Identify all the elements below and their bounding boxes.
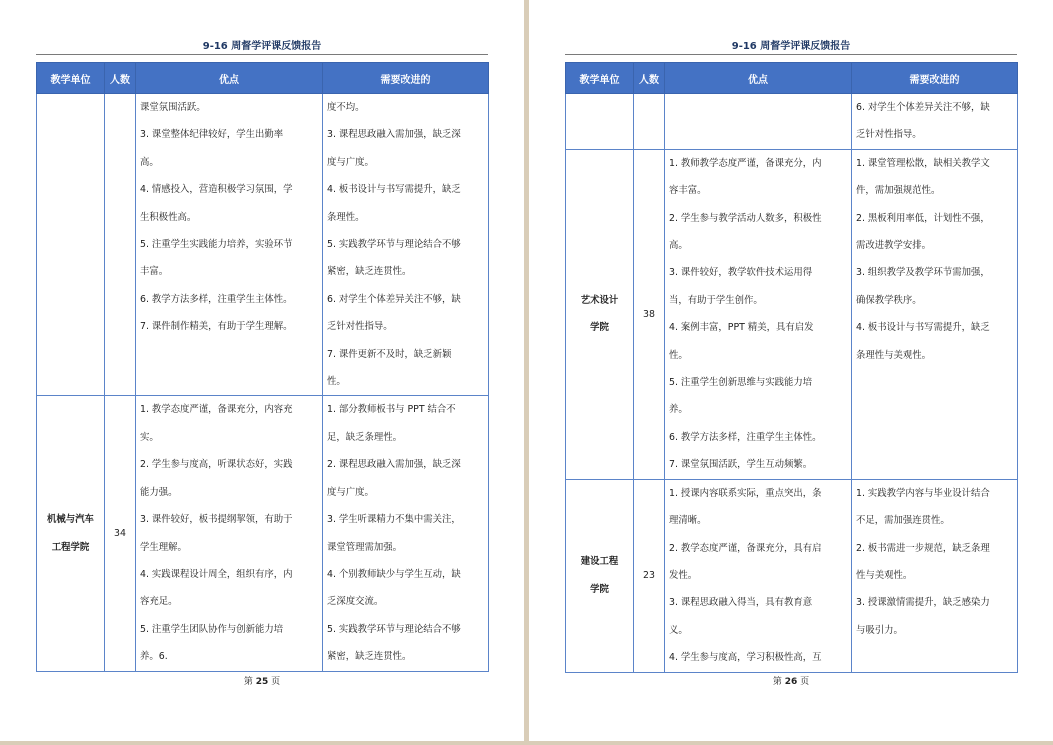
column-header-unit: 教学单位 xyxy=(566,63,634,94)
table-row xyxy=(37,396,489,671)
strength-line: 义。 xyxy=(669,624,688,636)
table-header-row xyxy=(566,63,1018,94)
strength-line: 能力强。 xyxy=(140,486,178,498)
strength-line: 4. 实践课程设计周全，组织有序，内 xyxy=(140,568,293,580)
strength-line: 高。 xyxy=(669,240,688,252)
improvement-line: 5. 实践教学环节与理论结合不够 xyxy=(327,239,461,251)
strength-line: 理清晰。 xyxy=(669,515,707,527)
strength-line: 实。 xyxy=(140,431,159,443)
table-header-row xyxy=(37,63,489,94)
improvement-line: 性。 xyxy=(327,376,346,388)
page-number xyxy=(36,674,488,687)
strengths-cell xyxy=(136,396,323,671)
improvement-line: 4. 板书设计与书写需提升，缺乏 xyxy=(327,184,461,196)
strength-line: 学生理解。 xyxy=(140,541,187,553)
strength-line: 4. 情感投入，营造积极学习氛围，学 xyxy=(140,184,293,196)
improvement-line: 1. 课堂管理松散，缺相关教学文 xyxy=(856,157,990,169)
strength-line: 容丰富。 xyxy=(669,185,707,197)
page-number-prefix: 第 xyxy=(772,677,782,687)
unit-name-line: 机械与汽车 xyxy=(47,514,94,526)
strength-line: 1. 教学态度严谨，备课充分，内容充 xyxy=(140,404,293,416)
strength-line: 3. 课件较好，教学软件技术运用得 xyxy=(669,267,813,279)
unit-name-line: 学院 xyxy=(590,322,609,334)
improvement-line: 紧密，缺乏连贯性。 xyxy=(327,651,412,663)
strength-line: 生积极性高。 xyxy=(140,211,197,223)
unit-name-line: 工程学院 xyxy=(51,541,90,553)
unit-name-line: 建设工程 xyxy=(580,556,619,568)
table-row xyxy=(37,94,489,396)
improvement-line: 3. 学生听课精力不集中需关注， xyxy=(327,514,461,526)
strengths-cell xyxy=(665,94,852,150)
count-cell xyxy=(105,94,136,396)
page-number xyxy=(565,674,1017,687)
strength-line: 养。6. xyxy=(140,651,168,663)
strength-line: 高。 xyxy=(140,156,159,168)
improvement-line: 度与广度。 xyxy=(327,156,374,168)
improvements-cell xyxy=(852,149,1018,479)
column-header-unit: 教学单位 xyxy=(37,63,105,94)
unit-name-line: 艺术设计 xyxy=(580,294,619,306)
strength-line: 4. 案例丰富，PPT 精美，具有启发 xyxy=(669,322,814,334)
improvement-line: 6. 对学生个体差异关注不够，缺 xyxy=(327,293,461,305)
improvement-line: 6. 对学生个体差异关注不够，缺 xyxy=(856,102,990,113)
strength-line: 7. 课堂氛围活跃，学生互动频繁。 xyxy=(669,459,813,471)
improvement-line: 度不均。 xyxy=(327,102,365,113)
strength-line: 养。 xyxy=(669,404,688,416)
column-header-strengths: 优点 xyxy=(665,63,852,94)
strength-line: 6. 教学方法多样，注重学生主体性。 xyxy=(669,431,822,443)
improvements-cell xyxy=(852,94,1018,150)
unit-cell xyxy=(37,396,105,671)
improvement-line: 与吸引力。 xyxy=(856,624,903,636)
page-25 xyxy=(0,0,524,741)
strength-line: 6. 教学方法多样，注重学生主体性。 xyxy=(140,293,293,305)
improvement-line: 2. 课程思政融入需加强，缺乏深 xyxy=(327,459,461,471)
improvement-line: 件，需加强规范性。 xyxy=(856,185,941,197)
strength-line: 3. 课件较好，板书提纲挈领，有助于 xyxy=(140,514,293,526)
improvement-line: 紧密，缺乏连贯性。 xyxy=(327,266,412,278)
table-row xyxy=(566,94,1018,150)
improvement-line: 5. 实践教学环节与理论结合不够 xyxy=(327,623,461,635)
improvements-cell xyxy=(323,94,489,396)
strength-line: 性。 xyxy=(669,349,688,361)
count-cell xyxy=(634,94,665,150)
strength-line: 1. 教师教学态度严谨，备课充分，内 xyxy=(669,157,822,169)
strength-line: 1. 授课内容联系实际，重点突出，条 xyxy=(669,487,822,499)
improvement-line: 确保教学秩序。 xyxy=(856,294,922,306)
improvement-line: 7. 课件更新不及时，缺乏新颖 xyxy=(327,348,452,360)
column-header-count: 人数 xyxy=(634,63,665,94)
improvement-line: 4. 个别教师缺少与学生互动，缺 xyxy=(327,568,461,580)
strength-line: 3. 课程思政融入得当，具有教育意 xyxy=(669,597,813,609)
feedback-table xyxy=(36,62,489,672)
improvement-line: 1. 部分教师板书与 PPT 结合不 xyxy=(327,404,456,416)
improvement-line: 足，缺乏条理性。 xyxy=(327,431,403,443)
page-number-value: 25 xyxy=(255,677,269,687)
strength-line: 2. 学生参与教学活动人数多，积极性 xyxy=(669,212,822,224)
unit-cell xyxy=(566,479,634,672)
column-header-count: 人数 xyxy=(105,63,136,94)
improvement-line: 3. 课程思政融入需加强，缺乏深 xyxy=(327,129,461,141)
page-26 xyxy=(529,0,1053,741)
page-header-title: 9-16 周督学评课反馈报告 xyxy=(565,37,1017,55)
improvement-line: 条理性。 xyxy=(327,211,365,223)
page-header-title: 9-16 周督学评课反馈报告 xyxy=(36,37,488,55)
improvements-cell xyxy=(852,479,1018,672)
improvement-line: 4. 板书设计与书写需提升，缺乏 xyxy=(856,322,990,334)
improvement-line: 度与广度。 xyxy=(327,486,374,498)
strength-line: 丰富。 xyxy=(140,266,169,278)
unit-name-line: 学院 xyxy=(590,583,609,595)
strength-line: 课堂氛围活跃。 xyxy=(140,102,206,113)
page-number-prefix: 第 xyxy=(243,677,253,687)
improvement-line: 3. 授课激情需提升，缺乏感染力 xyxy=(856,597,990,609)
strength-line: 容充足。 xyxy=(140,596,178,608)
strength-line: 5. 注重学生实践能力培养，实验环节 xyxy=(140,239,293,251)
improvement-line: 2. 黑板利用率低，计划性不强， xyxy=(856,212,990,224)
improvement-line: 性与美观性。 xyxy=(856,569,913,581)
improvement-line: 不足，需加强连贯性。 xyxy=(856,515,950,527)
strength-line: 7. 课件制作精美，有助于学生理解。 xyxy=(140,321,293,333)
strength-line: 3. 课堂整体纪律较好，学生出勤率 xyxy=(140,129,284,141)
improvement-line: 乏针对性指导。 xyxy=(856,129,922,141)
strengths-cell xyxy=(136,94,323,396)
strength-line: 5. 注重学生创新思维与实践能力培 xyxy=(669,377,813,389)
strength-line: 2. 教学态度严谨，备课充分，具有启 xyxy=(669,542,822,554)
strength-line: 当，有助于学生创作。 xyxy=(669,294,763,306)
column-header-improvements: 需要改进的 xyxy=(852,63,1018,94)
feedback-table xyxy=(565,62,1018,673)
unit-cell xyxy=(566,149,634,479)
column-header-strengths: 优点 xyxy=(136,63,323,94)
strength-line: 4. 学生参与度高，学习积极性高，互 xyxy=(669,652,822,664)
table-row xyxy=(566,479,1018,672)
table-row xyxy=(566,149,1018,479)
improvement-line: 乏深度交流。 xyxy=(327,596,384,608)
column-header-improvements: 需要改进的 xyxy=(323,63,489,94)
improvement-line: 课堂管理需加强。 xyxy=(327,541,403,553)
count-cell: 23 xyxy=(634,479,665,672)
improvement-line: 1. 实践教学内容与毕业设计结合 xyxy=(856,487,990,499)
strength-line: 5. 注重学生团队协作与创新能力培 xyxy=(140,623,284,635)
improvement-line: 3. 组织教学及教学环节需加强， xyxy=(856,267,990,279)
improvement-line: 2. 板书需进一步规范，缺乏条理 xyxy=(856,542,990,554)
strengths-cell xyxy=(665,479,852,672)
count-cell: 38 xyxy=(634,149,665,479)
page-number-suffix: 页 xyxy=(800,677,810,687)
improvement-line: 条理性与美观性。 xyxy=(856,349,932,361)
count-cell: 34 xyxy=(105,396,136,671)
unit-cell xyxy=(566,94,634,150)
improvements-cell xyxy=(323,396,489,671)
improvement-line: 需改进教学安排。 xyxy=(856,240,932,252)
page-number-value: 26 xyxy=(784,677,798,687)
strengths-cell xyxy=(665,149,852,479)
improvement-line: 乏针对性指导。 xyxy=(327,321,393,333)
page-number-suffix: 页 xyxy=(271,677,281,687)
strength-line: 2. 学生参与度高，听课状态好，实践 xyxy=(140,459,293,471)
strength-line: 发性。 xyxy=(669,569,698,581)
unit-cell xyxy=(37,94,105,396)
